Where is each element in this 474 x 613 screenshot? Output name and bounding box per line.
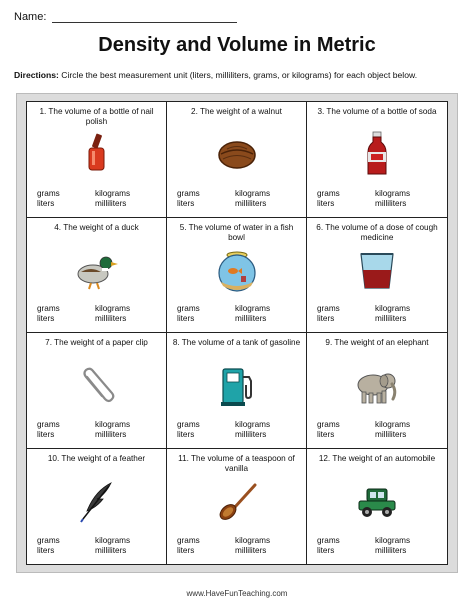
option-grams[interactable]: grams [317, 419, 340, 429]
option-kilograms[interactable]: kilograms [235, 419, 271, 429]
question-cell-10 [27, 449, 167, 565]
question-cell-2 [167, 102, 307, 218]
option-kilograms[interactable]: kilograms [95, 304, 131, 313]
question-cell-12 [307, 449, 447, 565]
answer-options [177, 420, 300, 440]
option-grams[interactable]: grams [37, 188, 60, 198]
footer-url: www.HaveFunTeaching.com [186, 589, 288, 598]
option-milliliters[interactable]: milliliters [95, 546, 127, 555]
option-kilograms[interactable]: kilograms [375, 188, 411, 198]
option-milliliters[interactable]: milliliters [235, 314, 267, 323]
option-liters[interactable]: liters [37, 314, 55, 323]
option-kilograms[interactable]: kilograms [235, 536, 271, 545]
answer-options [37, 420, 160, 440]
option-milliliters[interactable]: milliliters [235, 546, 267, 555]
answer-options [37, 536, 160, 556]
walnut-icon [213, 130, 261, 178]
nail-polish-icon [73, 130, 121, 178]
name-label: Name: [14, 11, 47, 23]
option-grams[interactable]: grams [317, 536, 340, 545]
page-title: Density and Volume in Metric [98, 34, 376, 56]
option-liters[interactable]: liters [177, 429, 195, 439]
option-milliliters[interactable]: milliliters [375, 314, 407, 323]
soda-bottle-icon [353, 130, 401, 178]
option-milliliters[interactable]: milliliters [95, 314, 127, 323]
elephant-icon [353, 361, 401, 409]
option-kilograms[interactable]: kilograms [375, 419, 411, 429]
option-liters[interactable]: liters [37, 198, 55, 208]
question-label: 8. The volume of a tank of gasoline [172, 338, 301, 347]
question-cell-6 [307, 218, 447, 334]
car-icon [353, 477, 401, 525]
option-liters[interactable]: liters [317, 546, 335, 555]
option-milliliters[interactable]: milliliters [95, 429, 127, 439]
option-liters[interactable]: liters [177, 546, 195, 555]
question-label: 2. The weight of a walnut [191, 107, 282, 116]
option-liters[interactable]: liters [317, 314, 335, 323]
answer-options [317, 536, 441, 556]
option-kilograms[interactable]: kilograms [375, 536, 411, 545]
question-cell-9 [307, 333, 447, 449]
gas-pump-icon [213, 361, 261, 409]
option-grams[interactable]: grams [37, 536, 60, 545]
question-label: 3. The volume of a bottle of soda [317, 107, 437, 116]
option-kilograms[interactable]: kilograms [95, 188, 131, 198]
answer-options [37, 189, 160, 209]
option-kilograms[interactable]: kilograms [375, 304, 411, 313]
question-label: 6. The volume of a dose of cough medicine [316, 222, 438, 242]
option-liters[interactable]: liters [317, 429, 335, 439]
option-liters[interactable]: liters [317, 198, 335, 208]
question-label: 4. The weight of a duck [54, 222, 139, 232]
feather-icon [73, 477, 121, 525]
question-cell-11 [167, 449, 307, 565]
name-field-row [14, 11, 237, 23]
option-grams[interactable]: grams [37, 304, 60, 313]
option-grams[interactable]: grams [317, 304, 340, 313]
option-grams[interactable]: grams [177, 304, 200, 313]
option-liters[interactable]: liters [37, 546, 55, 555]
option-liters[interactable]: liters [177, 198, 195, 208]
answer-options [177, 304, 300, 324]
question-label: 11. The volume of a teaspoon of vanilla [178, 453, 295, 473]
option-milliliters[interactable]: milliliters [375, 429, 407, 439]
fish-bowl-icon [213, 246, 261, 294]
option-kilograms[interactable]: kilograms [235, 304, 271, 313]
option-kilograms[interactable]: kilograms [95, 536, 131, 545]
option-kilograms[interactable]: kilograms [235, 188, 271, 198]
duck-icon [73, 246, 121, 294]
option-milliliters[interactable]: milliliters [375, 198, 407, 208]
option-grams[interactable]: grams [177, 536, 200, 545]
option-milliliters[interactable]: milliliters [235, 198, 267, 208]
question-label: 7. The weight of a paper clip [45, 338, 148, 347]
answer-options [37, 304, 160, 324]
name-line[interactable] [52, 13, 237, 23]
option-milliliters[interactable]: milliliters [235, 429, 267, 439]
question-cell-8 [167, 333, 307, 449]
question-label: 9. The weight of an elephant [325, 338, 429, 347]
question-label: 10. The weight of a feather [47, 453, 146, 463]
question-label: 5. The volume of water in a fish bowl [179, 222, 294, 242]
answer-options [317, 304, 441, 324]
option-kilograms[interactable]: kilograms [95, 419, 131, 429]
question-cell-7 [27, 333, 167, 449]
option-liters[interactable]: liters [37, 429, 55, 439]
option-grams[interactable]: grams [177, 188, 200, 198]
question-label: 12. The weight of an automobile [318, 453, 436, 463]
answer-options [317, 420, 441, 440]
directions [14, 70, 464, 81]
answer-options [177, 536, 300, 556]
directions-label: Directions: [14, 70, 59, 80]
answer-options [177, 189, 300, 209]
teaspoon-icon [213, 477, 261, 525]
option-milliliters[interactable]: milliliters [95, 198, 127, 208]
option-grams[interactable]: grams [37, 419, 60, 429]
option-grams[interactable]: grams [317, 188, 340, 198]
question-cell-5 [167, 218, 307, 334]
medicine-cup-icon [353, 246, 401, 294]
worksheet-frame [16, 93, 458, 573]
option-grams[interactable]: grams [177, 419, 200, 429]
option-liters[interactable]: liters [177, 314, 195, 323]
option-milliliters[interactable]: milliliters [375, 546, 407, 555]
answer-options [317, 189, 441, 209]
question-cell-4 [27, 218, 167, 334]
directions-text: Circle the best measurement unit (liters, milliliters, grams, or kilograms) for each object below. [58, 70, 418, 80]
question-label: 1. The volume of a bottle of nail polish [39, 107, 154, 126]
question-cell-1 [27, 102, 167, 218]
question-grid [26, 101, 448, 565]
paper-clip-icon [73, 361, 121, 409]
question-cell-3 [307, 102, 447, 218]
